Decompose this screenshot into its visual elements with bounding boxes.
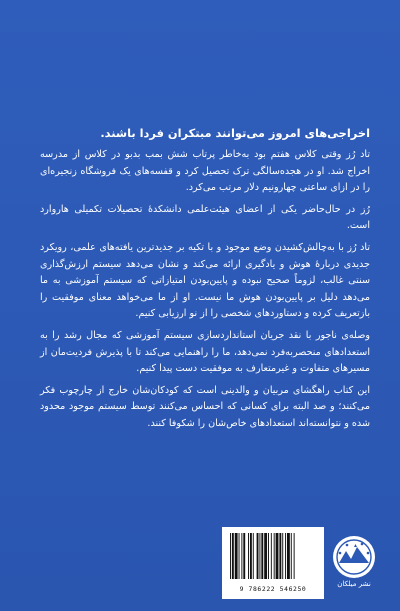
paragraph-1: تاد رُز وقتی کلاس هفتم بود به‌خاطر پرتاب شش بمب بدبو در کلاس از مدرسه اخراج شد. او در هجده‌سالگی ترک تحصیل کرد و قفسه‌های یک فروشگاه زنجیره‌ای را در ازای ساعتی چهار‌ونیم دلار مرتب می‌کرد. xyxy=(40,149,370,194)
paragraph-4: وصله‌ی ناجور با نقد جریان استانداردسازی سیستم آموزشی که مجال رشد را به استعدادهای منحصربه‌فرد نمی‌دهد، ما را راهنمایی می‌کند تا با پذیرش فردیت‌مان از مسیرهای متفاوت و غیرمتعارف به موفقیت دست پیدا کنیم. xyxy=(40,329,370,375)
blurb-text-block xyxy=(40,124,370,438)
headline: اخراجی‌های امروز می‌توانند مبتکران فردا باشند. xyxy=(100,126,370,140)
isbn-number: 9 786222 546250 xyxy=(239,585,307,593)
paragraph-5: این کتاب راهگشای مربیان و والدینی است که کودکان‌شان خارج از چارچوب فکر می‌کنند؛ و صد البته برای کسانی که احساس می‌کنند توسط سیستم موجود محدود شده و نتوانسته‌اند استعدادهای خاص‌شان را شکوفا کنند. xyxy=(40,384,370,429)
publisher-name: نشر میلکان xyxy=(337,580,371,588)
isbn-barcode xyxy=(222,527,324,599)
paragraph-2: رُز در حال‌حاضر یکی از اعضای هیئت‌علمی دانشکدهٔ تحصیلات تکمیلی هاروارد است. xyxy=(40,203,370,232)
paragraph-3: تاد رُز با به‌چالش‌کشیدن وضع موجود و با تکیه بر جدیدترین یافته‌های علمی، رویکرد جدیدی دربارهٔ هوش و یادگیری ارائه می‌کند و نشان می‌دهد سیستم ارزش‌گذاری سنتی غالب، لزوماً صحیح نبوده و پایین‌بودن امتیازاتی که سیستم آموزشی به ما می‌دهد دلیل بر پایین‌بودن هوش ما نیست. او از ما می‌خواهد معنای موفقیت را بازتعریف کرده و دستاوردهای شخصی را از نو ارزیابی کنیم. xyxy=(40,241,370,320)
barcode-bars xyxy=(228,533,318,583)
